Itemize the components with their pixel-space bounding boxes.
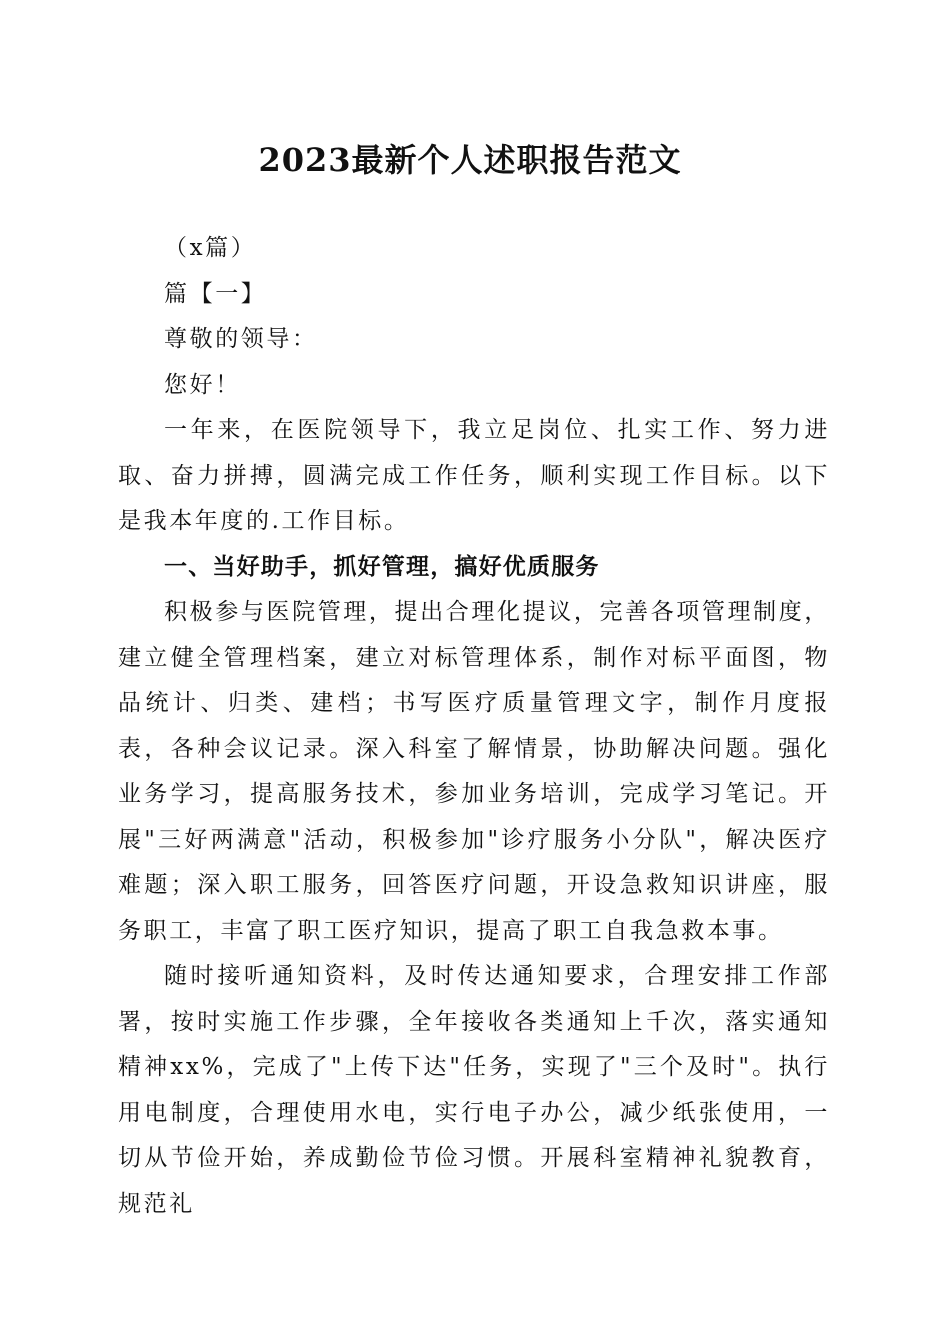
paragraph-notices: 随时接听通知资料，及时传达通知要求，合理安排工作部署，按时实施工作步骤，全年接收各类通知上千次，落实通知精神xx%，完成了"上传下达"任务，实现了"三个及时"。执行用电制度，合理使用水电，实行电子办公，减少纸张使用，一切从节俭开始，养成勤俭节俭习惯。开展科室精神礼貌教育，规范礼 [118,963,830,1217]
paragraph-greeting: 您好！ [164,371,241,398]
paragraph-count-note: （x篇） [164,235,257,261]
paragraph-intro: 一年来，在医院领导下，我立足岗位、扎实工作、努力进取、奋力拼搏，圆满完成工作任务，顺利实现工作目标。以下是我本年度的.工作目标。 [118,417,830,534]
paragraph-salutation: 尊敬的领导： [164,326,318,352]
section-heading-1: 一、当好助手，抓好管理，搞好优质服务 [164,553,600,580]
paragraph-section-label: 篇【一】 [164,280,267,307]
paragraph-management: 积极参与医院管理，提出合理化提议，完善各项管理制度，建立健全管理档案，建立对标管理体系，制作对标平面图，物品统计、归类、建档；书写医疗质量管理文字，制作月度报表，各种会议记录。深入科室了解情景，协助解决问题。强化业务学习，提高服务技术，参加业务培训，完成学习笔记。开展"三好两满意"活动，积极参加"诊疗服务小分队"，解决医疗难题；深入职工服务，回答医疗问题，开设急救知识讲座，服务职工，丰富了职工医疗知识，提高了职工自我急救本事。 [118,599,830,944]
document-body [118,226,830,1227]
document-title: 2023最新个人述职报告范文 [258,141,682,179]
